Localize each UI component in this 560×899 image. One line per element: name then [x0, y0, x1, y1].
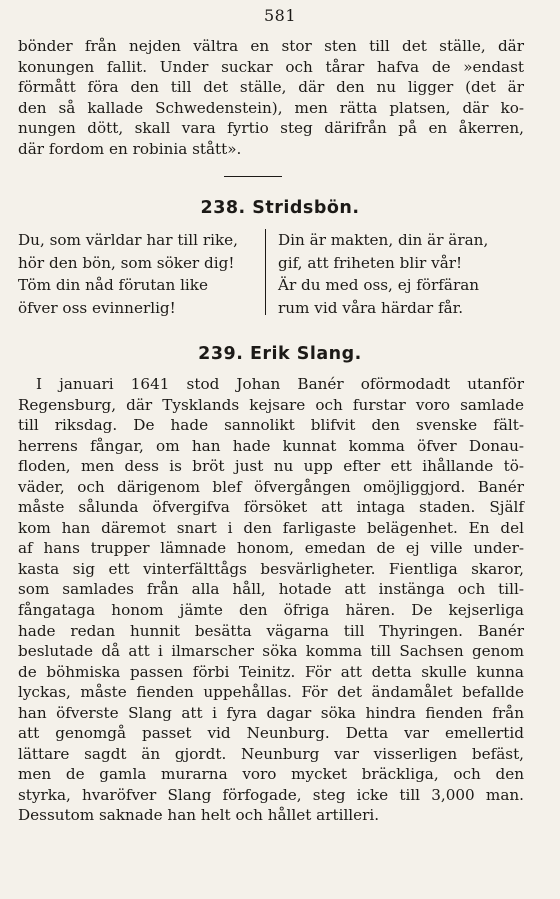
text-line: styrka, hvaröfver Slang förfogade, steg icke till 3,000 man. — [18, 785, 524, 804]
intro-paragraph — [18, 36, 524, 160]
text-line: den så kallade Schwedenstein), men rätta platsen, där ko- — [18, 98, 524, 117]
text-line: herrens fångar, om han hade kunnat komma öfver Donau- — [18, 436, 524, 455]
text-line: förmått föra den till det ställe, där den nu ligger (det är — [18, 78, 524, 97]
text-line: floden, men dess is bröt just nu upp efter ett ihållande tö- — [18, 457, 524, 476]
text-line: han öfverste Slang att i fyra dagar söka hindra fienden från — [18, 703, 524, 722]
poem-verse: Töm din nåd förutan like — [18, 276, 208, 295]
text-line: konungen fallit. Under suckar och tårar hafva de »endast — [18, 57, 524, 76]
erik-slang-paragraph — [18, 374, 524, 826]
poem-verse: gif, att friheten blir vår! — [278, 253, 463, 272]
poem-verse: rum vid våra härdar får. — [278, 298, 464, 317]
stanza-divider — [265, 229, 266, 315]
poem-verse: Är du med oss, ej förfäran — [278, 276, 480, 295]
poem-verse: hör den bön, som söker dig! — [18, 253, 235, 272]
text-line: beslutade då att i ilmarscher söka komma till Sachsen genom — [18, 642, 524, 661]
text-line: de böhmiska passen förbi Teinitz. För att detta skulle kunna — [18, 662, 524, 681]
text-line: hade redan hunnit besätta vägarna till Thyringen. Banér — [18, 621, 524, 640]
text-line: af hans trupper lämnade honom, emedan de ej ville under- — [18, 539, 524, 558]
text-line: att genomgå passet vid Neunburg. Detta var emellertid — [18, 724, 524, 743]
text-line: men de gamla murarna voro mycket bräckliga, och den — [18, 765, 524, 784]
text-line: måste sålunda öfvergifva försöket att intaga staden. Själf — [18, 498, 524, 517]
text-line: väder, och därigenom blef öfvergången omöjliggjord. Banér — [18, 477, 524, 496]
text-line: lättare sagdt än gjordt. Neunburg var visserligen befäst, — [18, 744, 524, 763]
text-line: till riksdag. De hade sannolikt blifvit den svenske fält- — [18, 416, 524, 435]
text-line: kom han däremot snart i den farligaste belägenhet. En del — [18, 518, 524, 537]
text-line: där fordom en robinia stått». — [18, 139, 242, 158]
page-number: 581 — [263, 6, 297, 25]
text-line: nungen dött, skall vara fyrtio steg därifrån på en åkerren, — [18, 119, 524, 138]
section-heading-239: 239. Erik Slang. — [198, 344, 362, 364]
text-line: Regensburg, där Tysklands kejsare och furstar voro samlade — [18, 395, 524, 414]
poem-stanza-right — [274, 229, 534, 319]
text-line: kasta sig ett vinterfälttågs besvärligheter. Fientliga skaror, — [18, 559, 524, 578]
poem-verse: öfver oss evinnerlig! — [18, 298, 176, 317]
text-line: Dessutom saknade han helt och hållet artilleri. — [18, 806, 380, 825]
text-line: bönder från nejden vältra en stor sten till det ställe, där — [18, 37, 524, 55]
section-heading-238: 238. Stridsbön. — [200, 198, 360, 218]
section-divider — [224, 176, 282, 177]
poem-stanza-left — [18, 229, 264, 319]
text-line: I januari 1641 stod Johan Banér oförmodadt utanför — [36, 375, 524, 393]
text-line: fångataga honom jämte den öfriga hären. De kejserliga — [18, 601, 524, 620]
text-line: som samlades från alla håll, hotade att instänga och till- — [18, 580, 524, 599]
poem-verse: Din är makten, din är äran, — [278, 231, 489, 249]
poem-verse: Du, som världar har till rike, — [18, 231, 238, 249]
text-line: lyckas, måste fienden uppehållas. För det ändamålet befallde — [18, 683, 524, 702]
